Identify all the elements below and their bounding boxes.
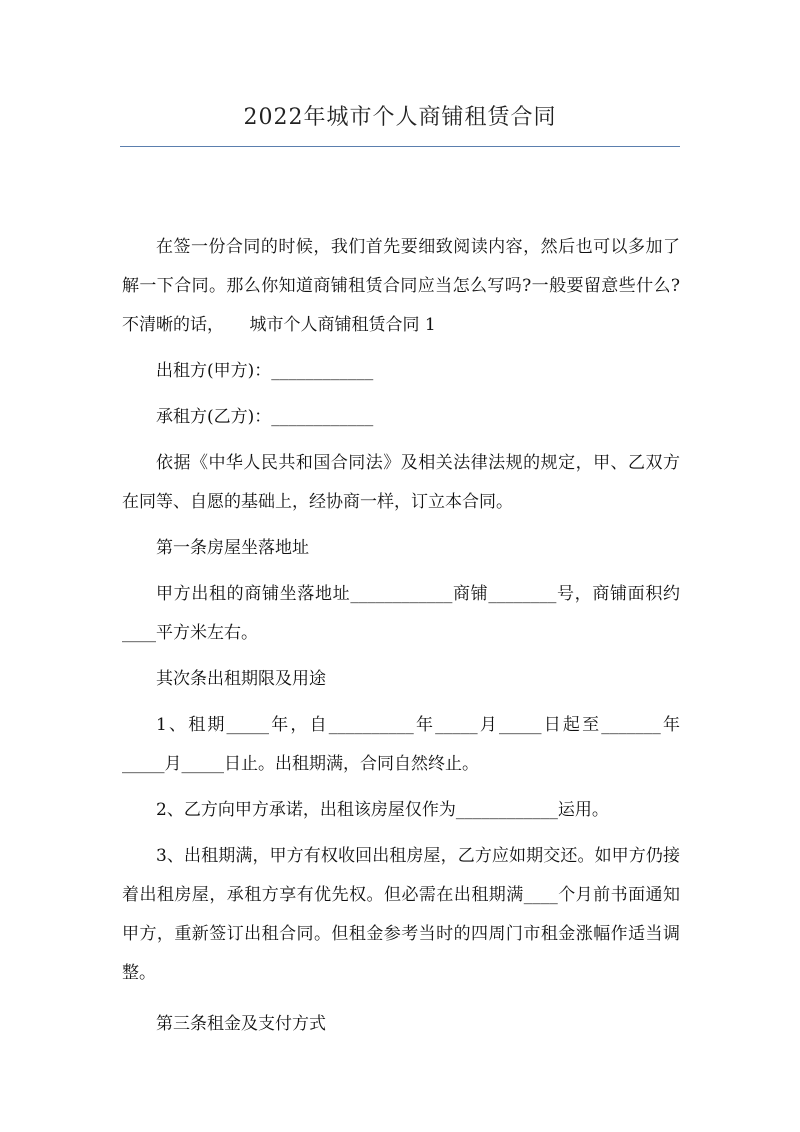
paragraph-usage: 2、乙方向甲方承诺，出租该房屋仅作为____________运用。 <box>156 800 609 820</box>
article-heading-2: 其次条出租期限及用途 <box>156 669 326 689</box>
title-underline <box>120 146 680 147</box>
paragraph-lessor: 出租方(甲方)：____________ <box>156 361 374 381</box>
paragraph-renewal: 3、出租期满，甲方有权收回出租房屋，乙方应如期交还。如甲方仍接着出租房屋，承租方享有优先权。但必需在出租期满____个月前书面通知甲方，重新签订出租合同。但租金参考当时的四周门市租金涨幅作适当调整。 <box>122 846 680 983</box>
paragraph-legal-basis: 依据《中华人民共和国合同法》及相关法律法规的规定，甲、乙双方在同等、自愿的基础上，经协商一样，订立本合同。 <box>122 453 680 512</box>
paragraph-lessee: 承租方(乙方)：____________ <box>156 407 374 427</box>
paragraph-intro: 在签一份合同的时候，我们首先要细致阅读内容，然后也可以多加了解一下合同。那么你知道商铺租赁合同应当怎么写吗?一般要留意些什么?不清晰的话， 城市个人商铺租赁合同 1 <box>122 237 680 335</box>
paragraph-term: 1、租期_____年，自__________年_____月_____日起至_______年_____月_____日止。出租期满，合同自然终止。 <box>122 715 680 774</box>
article-heading-1: 第一条房屋坐落地址 <box>156 538 309 558</box>
paragraph-address: 甲方出租的商铺坐落地址____________商铺________号，商铺面积约____平方米左右。 <box>122 584 680 643</box>
article-heading-3: 第三条租金及支付方式 <box>156 1014 326 1034</box>
document-body <box>122 228 680 1051</box>
document-title: 2022年城市个人商铺租赁合同 <box>243 105 557 130</box>
